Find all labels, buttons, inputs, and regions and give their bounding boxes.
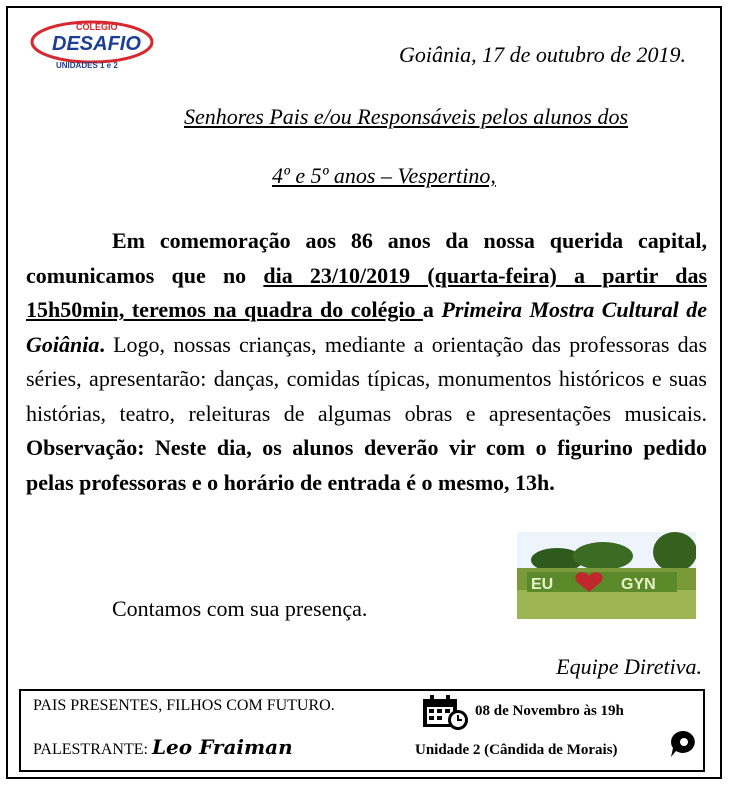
body-description: Logo, nossas crianças, mediante a orientação das professoras das séries, apresentarão: danças, comidas típicas, monumentos históricos e suas histórias, teatro, releituras de algumas obras e apresentações musicais. bbox=[26, 331, 707, 426]
letter-body bbox=[26, 224, 707, 500]
logo-sub-text: UNIDADES 1 e 2 bbox=[56, 61, 118, 70]
body-period: . bbox=[99, 331, 105, 357]
speaker-name: Leo Fraiman bbox=[151, 735, 293, 759]
greeting-line-2: 4º e 5º anos – Vespertino, bbox=[272, 163, 496, 188]
signature: Equipe Diretiva. bbox=[556, 654, 702, 679]
letter-date: Goiânia, 17 de outubro de 2019. bbox=[399, 42, 686, 67]
speaker-label: PALESTRANTE: bbox=[33, 741, 148, 758]
body-note: Observação: Neste dia, os alunos deverão vir com o figurino pedido pelas professoras e o horário de entrada é o mesmo, 13h. bbox=[26, 435, 707, 495]
footer-slogan: PAIS PRESENTES, FILHOS COM FUTURO. bbox=[33, 697, 335, 714]
footer-speaker bbox=[33, 735, 293, 759]
body-intro: Em comemoração aos 86 anos da nossa querida capital, comunicamos que no bbox=[26, 228, 707, 288]
eu-amo-gyn-photo bbox=[517, 532, 696, 619]
logo-main-text: DESAFIO bbox=[52, 33, 141, 55]
greeting-line-1: Senhores Pais e/ou Responsáveis pelos alunos dos bbox=[183, 104, 629, 129]
location-pin-icon bbox=[669, 729, 699, 759]
body-a: a bbox=[422, 297, 434, 322]
body-event-name: Primeira Mostra Cultural de Goiânia bbox=[26, 297, 707, 357]
logo-top-text: COLÉGIO bbox=[76, 22, 118, 32]
calendar-clock-icon bbox=[421, 693, 469, 731]
footer-box bbox=[19, 689, 705, 772]
photo-sign-left: EU bbox=[531, 576, 554, 593]
school-logo bbox=[26, 16, 156, 74]
event-place: Unidade 2 (Cândida de Morais) bbox=[415, 742, 618, 758]
event-date: 08 de Novembro às 19h bbox=[475, 703, 624, 719]
closing-line: Contamos com sua presença. bbox=[112, 596, 368, 621]
body-date-highlight: dia 23/10/2019 (quarta-feira) a partir das 15h50min, teremos na quadra do colégio bbox=[26, 262, 708, 322]
photo-sign-right: GYN bbox=[621, 576, 656, 593]
